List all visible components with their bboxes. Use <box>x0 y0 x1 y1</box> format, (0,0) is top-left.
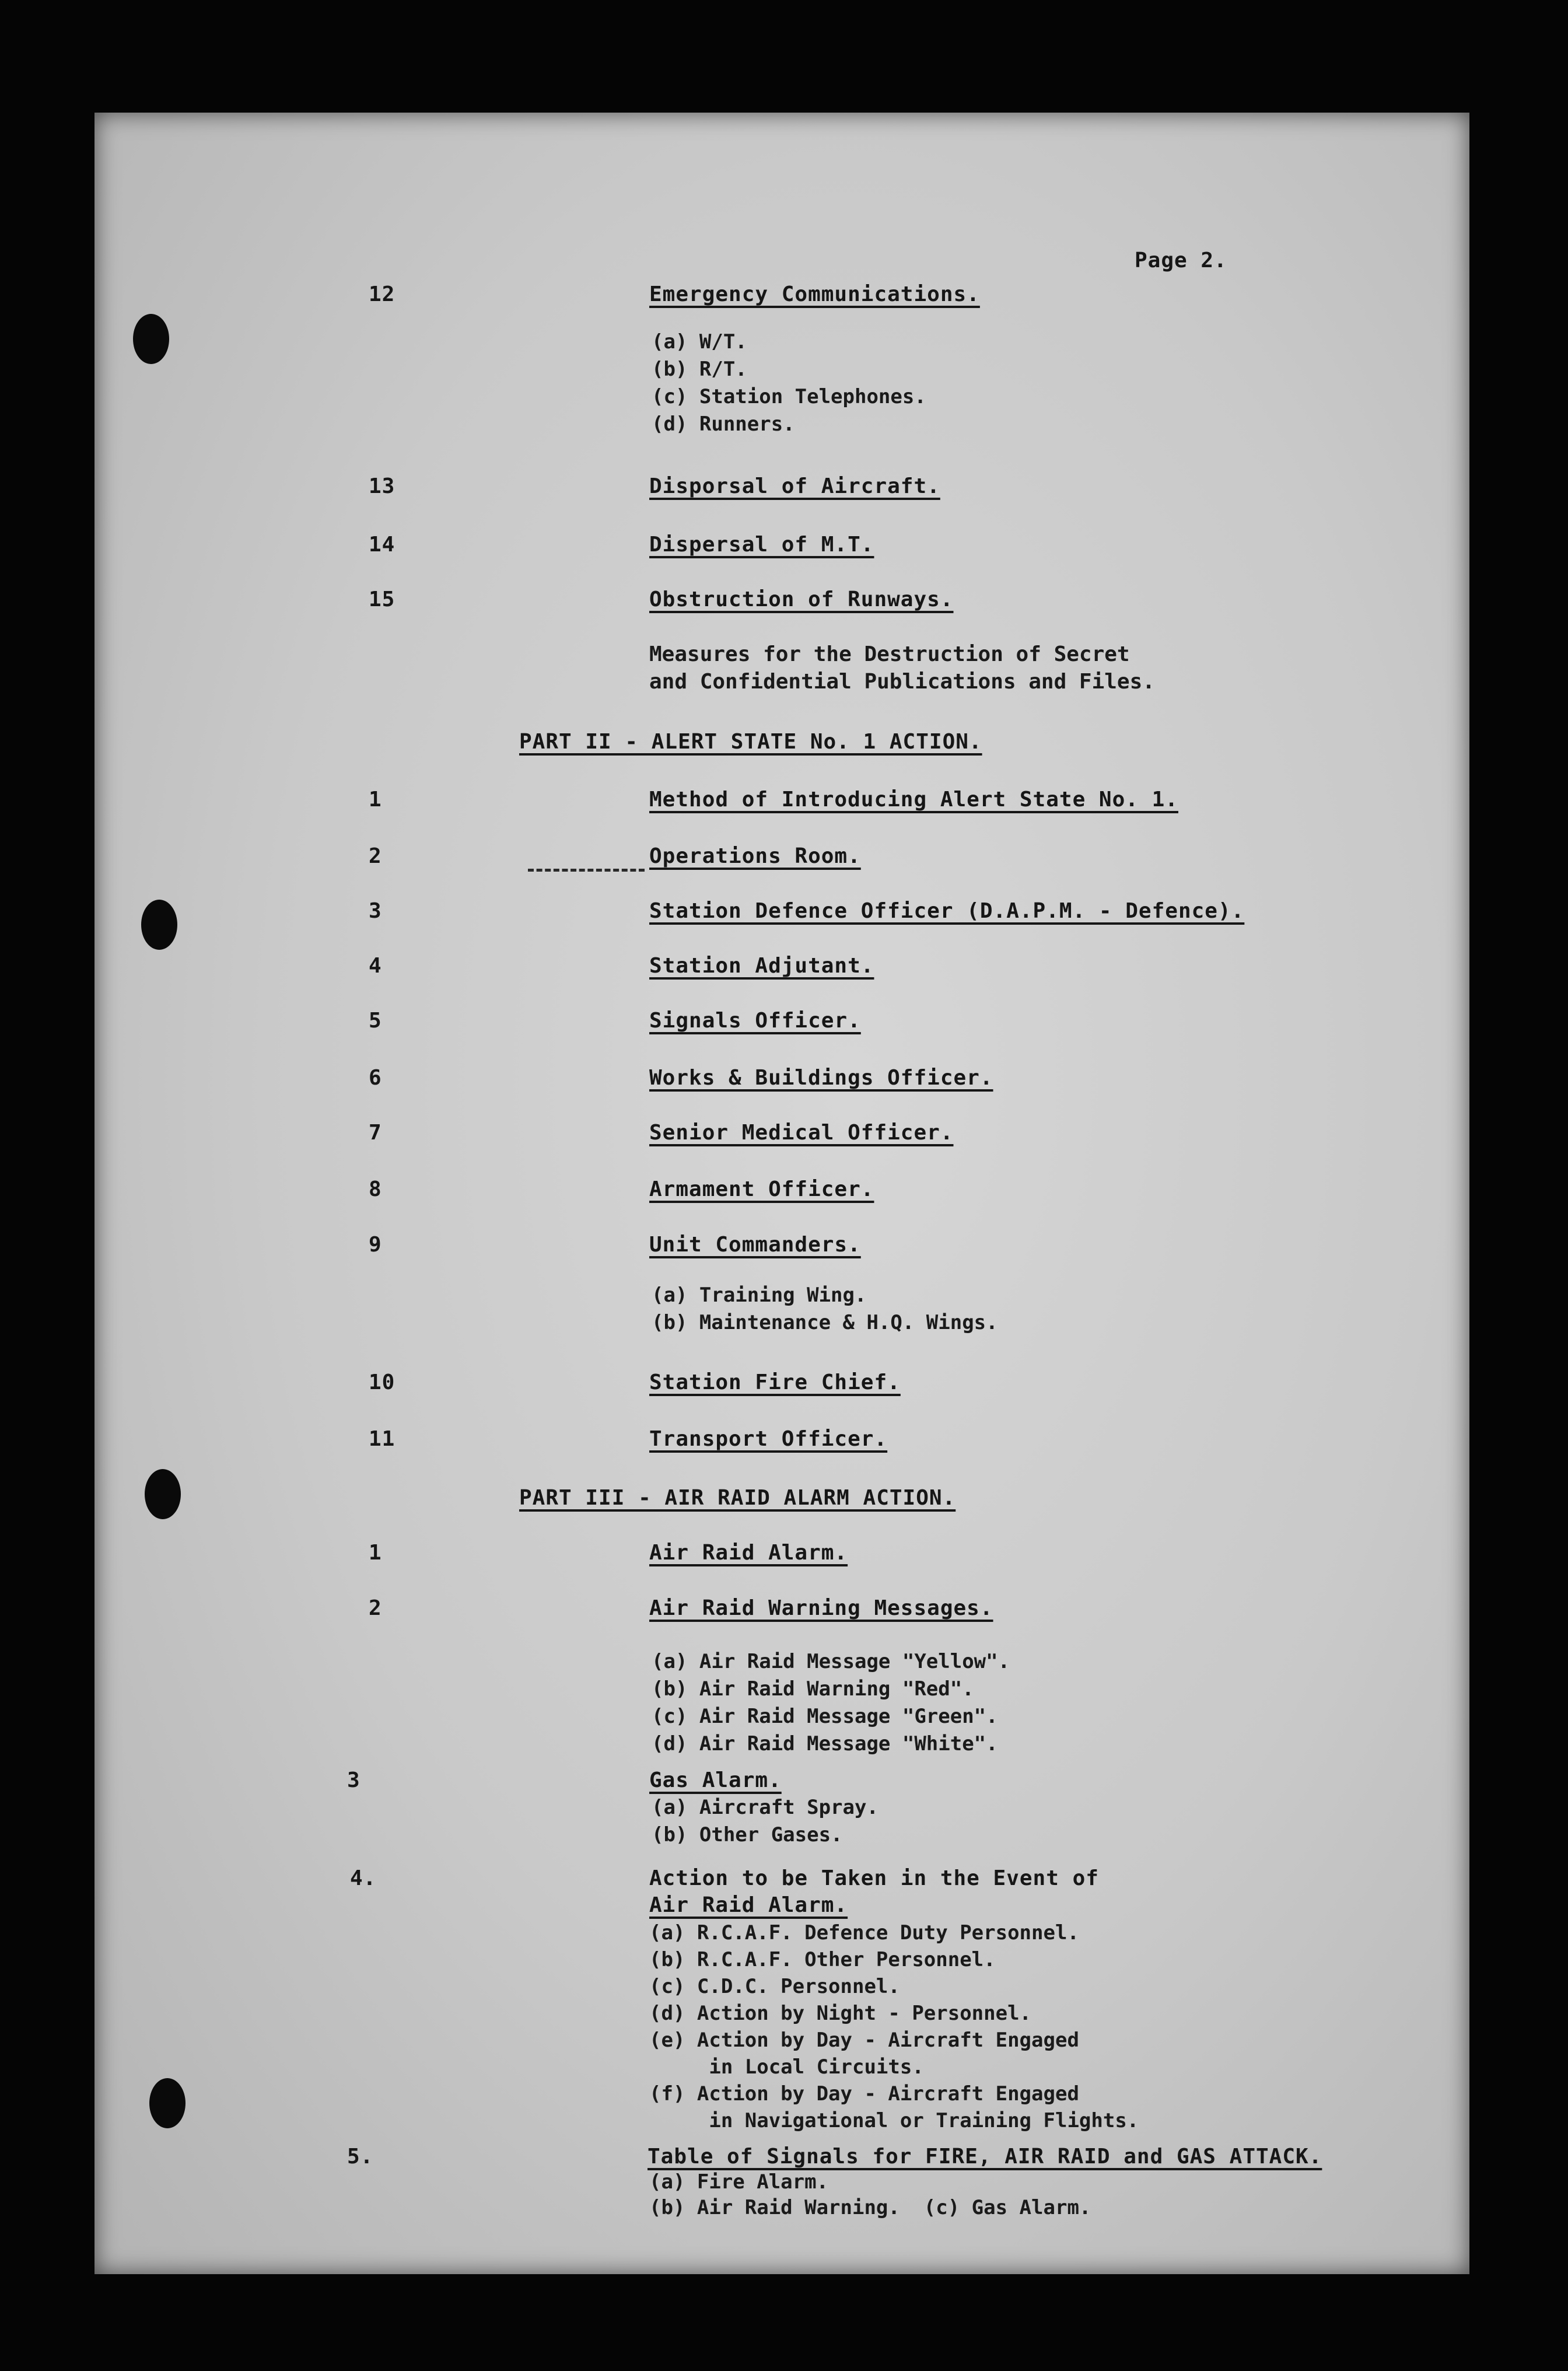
list-item: (b) Other Gases. <box>652 1823 843 1847</box>
list-item: (b) R.C.A.F. Other Personnel. <box>649 1948 996 1971</box>
list-item: (b) Air Raid Warning. (c) Gas Alarm. <box>649 2196 1091 2219</box>
item4-subitems <box>649 1919 1139 2134</box>
list-item: (b) R/T. <box>652 358 747 381</box>
page-label: Page 2. <box>1135 249 1227 272</box>
item-number: 4. <box>350 1866 377 1890</box>
item-title-line2: Air Raid Alarm. <box>649 1893 848 1917</box>
list-item: (a) W/T. <box>652 330 747 354</box>
list-item: (a) Fire Alarm. <box>649 2170 829 2194</box>
punch-hole-1 <box>133 314 169 364</box>
part2-heading: PART II - ALERT STATE No. 1 ACTION. <box>519 730 982 754</box>
list-item: (c) C.D.C. Personnel. <box>649 1975 900 1998</box>
item-title: Station Fire Chief. <box>649 1370 901 1394</box>
item-number: 14 <box>369 533 396 557</box>
item-title: Unit Commanders. <box>649 1233 861 1257</box>
list-item: (e) Action by Day - Aircraft Engaged <box>649 2029 1079 2052</box>
item-title: Air Raid Alarm. <box>649 1541 848 1565</box>
item-number: 2 <box>369 844 382 868</box>
list-item: (b) Air Raid Warning "Red". <box>652 1677 974 1701</box>
item-number: 6 <box>369 1066 382 1090</box>
item-number: 15 <box>369 587 396 611</box>
list-item: (a) Air Raid Message "Yellow". <box>652 1650 1010 1673</box>
list-item: in Navigational or Training Flights. <box>649 2109 1139 2132</box>
list-item: (b) Maintenance & H.Q. Wings. <box>652 1311 998 1334</box>
list-item: (f) Action by Day - Aircraft Engaged <box>649 2082 1079 2106</box>
item-number: 4 <box>369 954 382 978</box>
item-title: Table of Signals for FIRE, AIR RAID and GAS ATTACK. <box>648 2145 1322 2169</box>
punch-hole-2 <box>141 900 177 950</box>
item-number: 9 <box>369 1233 382 1257</box>
item-title: Armament Officer. <box>649 1177 874 1201</box>
item-number: 10 <box>369 1370 396 1394</box>
item-title: Gas Alarm. <box>649 1768 782 1792</box>
item-title: Senior Medical Officer. <box>649 1121 954 1145</box>
item-title: Signals Officer. <box>649 1009 861 1033</box>
item-title: Dispersal of M.T. <box>649 533 874 557</box>
item-number: 11 <box>369 1427 396 1451</box>
list-item: (c) Station Telephones. <box>652 385 926 408</box>
item2-subitems <box>652 1648 1010 1758</box>
item-title: Emergency Communications. <box>649 282 980 306</box>
measures-note <box>649 641 1155 695</box>
list-item: in Local Circuits. <box>649 2055 924 2079</box>
list-item: (a) R.C.A.F. Defence Duty Personnel. <box>649 1921 1079 1945</box>
item-number: 5 <box>369 1009 382 1033</box>
punch-hole-4 <box>149 2078 186 2128</box>
list-item: (a) Aircraft Spray. <box>652 1796 878 1819</box>
item-title: Action to be Taken in the Event of <box>649 1866 1099 1890</box>
item-number: 7 <box>369 1121 382 1145</box>
item-title: Station Adjutant. <box>649 954 874 978</box>
list-item: (d) Air Raid Message "White". <box>652 1732 998 1755</box>
item-number: 3 <box>369 899 382 923</box>
part3-heading: PART III - AIR RAID ALARM ACTION. <box>519 1486 956 1510</box>
item9-subitems <box>652 1282 998 1337</box>
item-title: Works & Buildings Officer. <box>649 1066 993 1090</box>
item5-subitems <box>649 2169 1091 2220</box>
punch-hole-3 <box>145 1469 181 1519</box>
list-item: (c) Air Raid Message "Green". <box>652 1705 998 1728</box>
item-title: Obstruction of Runways. <box>649 587 954 611</box>
list-item: (a) Training Wing. <box>652 1284 867 1307</box>
item-number: 13 <box>369 474 396 498</box>
item3-subitems <box>652 1794 878 1849</box>
item-number: 1 <box>369 1541 382 1565</box>
item-number: 12 <box>369 282 396 306</box>
item-number: 8 <box>369 1177 382 1201</box>
note-line: and Confidential Publications and Files. <box>649 670 1155 694</box>
item-title: Station Defence Officer (D.A.P.M. - Defence). <box>649 899 1245 923</box>
item-title: Air Raid Warning Messages. <box>649 1596 993 1620</box>
item-number: 3 <box>347 1768 360 1792</box>
item-number: 5. <box>347 2145 374 2169</box>
list-item: (d) Action by Night - Personnel. <box>649 2002 1032 2025</box>
pencil-dash-mark <box>528 869 645 872</box>
list-item: (d) Runners. <box>652 412 795 436</box>
item-title: Operations Room. <box>649 844 861 868</box>
item-title: Transport Officer. <box>649 1427 888 1451</box>
note-line: Measures for the Destruction of Secret <box>649 642 1130 666</box>
item-number: 2 <box>369 1596 382 1620</box>
item-number: 1 <box>369 788 382 812</box>
item-title: Method of Introducing Alert State No. 1. <box>649 788 1178 812</box>
item-title: Disporsal of Aircraft. <box>649 474 940 498</box>
item12-subitems <box>652 328 926 438</box>
